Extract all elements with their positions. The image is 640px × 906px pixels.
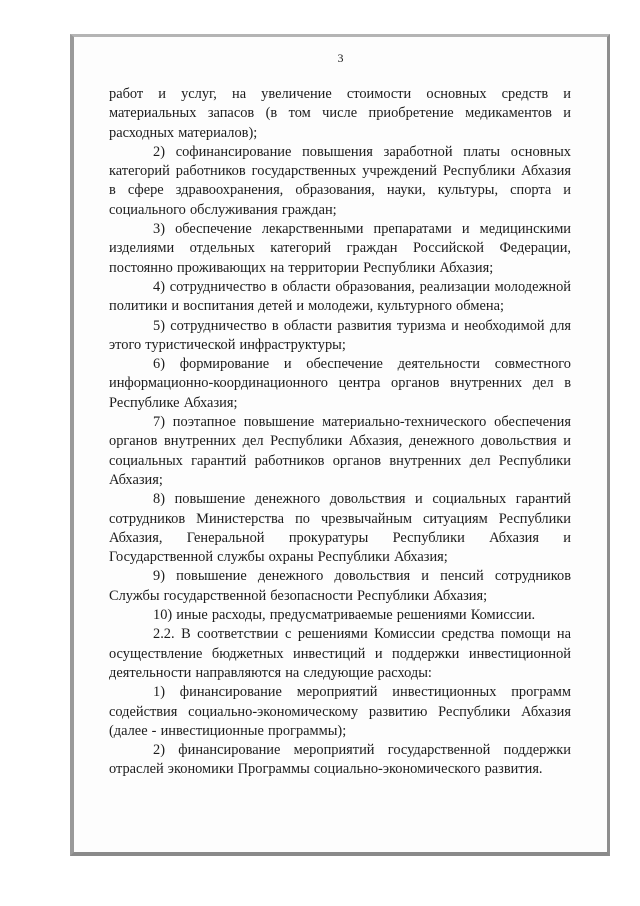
paragraph-section-2-2: 2.2. В соответствии с решениями Комиссии средства помощи на осуществление бюджетных инвестиций и поддержки инвестиционной деятельности направляются на следующие расходы: xyxy=(109,626,571,681)
paragraph-subitem-1: 1) финансирование мероприятий инвестиционных программ содействия социально-экономическому развитию Республики Абхазия (далее - инвестиционные программы); xyxy=(109,684,571,739)
paragraph-item-10: 10) иные расходы, предусматриваемые решениями Комиссии. xyxy=(153,607,536,624)
paragraph-item-5: 5) сотрудничество в области развития туризма и необходимой для этого туристической инфраструктуры; xyxy=(109,317,571,353)
document-page xyxy=(70,34,610,856)
paragraph-item-8: 8) повышение денежного довольствия и социальных гарантий сотрудников Министерства по чрезвычайным ситуациям Республики Абхазия, Генеральной прокуратуры Республики Абхазия и Государственной службы охраны Республики Абхазия; xyxy=(109,491,571,566)
paragraph-item-9: 9) повышение денежного довольствия и пенсий сотрудников Службы государственной безопасности Республики Абхазия; xyxy=(109,568,571,604)
document-body xyxy=(109,85,571,780)
paragraph-item-3: 3) обеспечение лекарственными препаратами и медицинскими изделиями отдельных категорий граждан Российской Федерации, постоянно проживающих на территории Республики Абхазия; xyxy=(109,221,571,276)
paragraph-item-4: 4) сотрудничество в области образования, реализации молодежной политики и воспитания детей и молодежи, культурного обмена; xyxy=(109,278,571,315)
paragraph-subitem-2: 2) финансирование мероприятий государственной поддержки отраслей экономики Программы социально-экономического развития. xyxy=(109,742,571,778)
page-number: 3 xyxy=(337,51,344,65)
paragraph-item-7: 7) поэтапное повышение материально-технического обеспечения органов внутренних дел Республики Абхазия, денежного довольствия и социальных гарантий работников органов внутренних дел Республики Абхазия; xyxy=(109,414,571,488)
paragraph-item-6: 6) формирование и обеспечение деятельности совместного информационно-координационного центра органов внутренних дел в Республике Абхазия; xyxy=(109,356,571,411)
paragraph-item-2: 2) софинансирование повышения заработной платы основных категорий работников государственных учреждений Республики Абхазия в сфере здравоохранения, образования, науки, культуры, спорта и социального обслуживания граждан; xyxy=(109,143,571,218)
paragraph-continuation: работ и услуг, на увеличение стоимости основных средств и материальных запасов (в том числе приобретение медикаментов и расходных материалов); xyxy=(109,86,571,141)
